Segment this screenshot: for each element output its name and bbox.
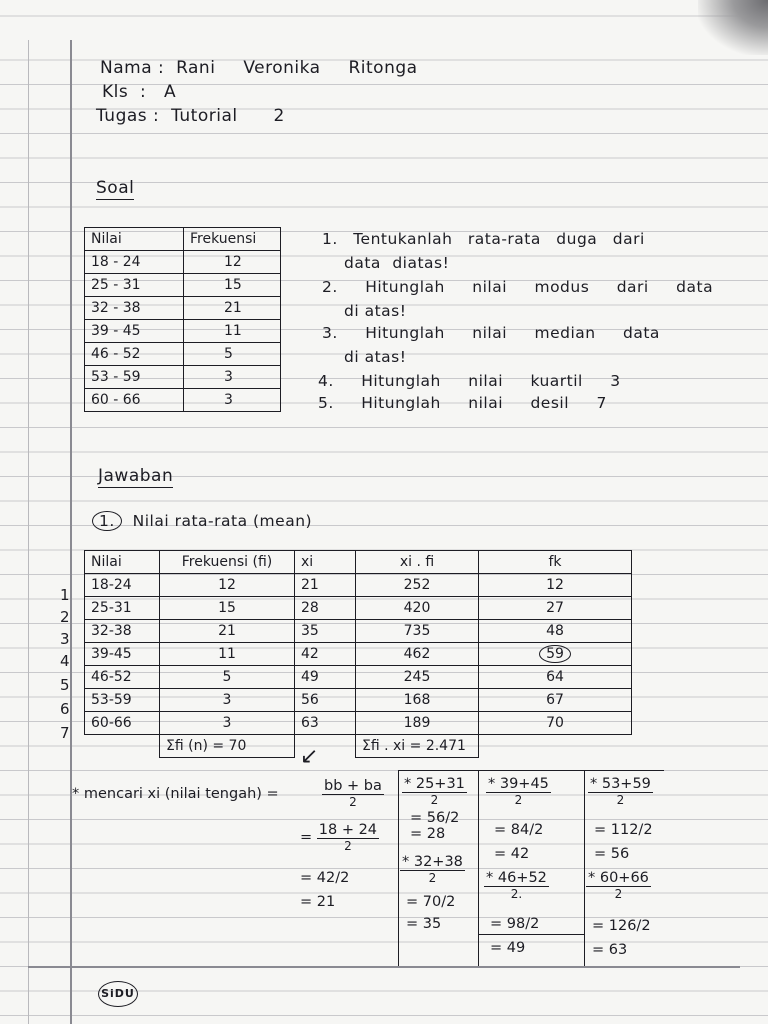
row-number: 4 bbox=[60, 652, 70, 670]
calc-line: = 70/2 bbox=[406, 894, 456, 910]
col-frekuensi-header: Frekuensi (fi) bbox=[160, 551, 295, 574]
cell-fk: 48 bbox=[479, 620, 632, 643]
q1-number: 1. bbox=[92, 511, 122, 531]
cell-xi: 28 bbox=[295, 597, 356, 620]
notebook-logo: SiDU bbox=[98, 981, 138, 1007]
soal-table-header bbox=[85, 228, 281, 251]
calc-denominator: 2. bbox=[510, 887, 523, 901]
calc-line: = 49 bbox=[490, 940, 526, 956]
calc-denominator: 2 bbox=[616, 793, 625, 807]
calc-numerator: * 53+59 bbox=[590, 776, 651, 792]
cell-xifi: 420 bbox=[356, 597, 479, 620]
cell-xi: 49 bbox=[295, 666, 356, 689]
task-value: Tutorial 2 bbox=[171, 106, 285, 126]
row-number: 2 bbox=[60, 608, 70, 626]
cell-xi: 21 bbox=[295, 574, 356, 597]
sum-row bbox=[85, 735, 632, 758]
cell-nilai: 46 - 52 bbox=[85, 343, 184, 366]
cell-nilai: 32 - 38 bbox=[85, 297, 184, 320]
sum-fixi: Σfi . xi = 2.471 bbox=[356, 735, 479, 758]
cell-xifi: 189 bbox=[356, 712, 479, 735]
cell-fi: 3 bbox=[160, 712, 295, 735]
calc-25-31 bbox=[402, 776, 467, 807]
xi-formula bbox=[322, 778, 384, 809]
bottom-rule bbox=[28, 966, 740, 968]
step-denominator: 2 bbox=[344, 839, 352, 853]
step-numerator: 18 + 24 bbox=[318, 822, 378, 838]
table-row bbox=[85, 712, 632, 735]
table-row bbox=[85, 597, 632, 620]
cell-fi: 3 bbox=[160, 689, 295, 712]
mean-table-header bbox=[85, 551, 632, 574]
cell-xi: 63 bbox=[295, 712, 356, 735]
cell-frekuensi: 12 bbox=[184, 251, 281, 274]
calc-numerator: * 32+38 bbox=[402, 854, 463, 870]
cell-fi: 12 bbox=[160, 574, 295, 597]
table-row bbox=[85, 689, 632, 712]
table-row bbox=[85, 389, 281, 412]
calc-line: = 42 bbox=[494, 846, 530, 862]
cell-nilai: 25 - 31 bbox=[85, 274, 184, 297]
col-nilai-header: Nilai bbox=[85, 551, 160, 574]
calc-53-59 bbox=[588, 776, 653, 807]
cell-fk: 27 bbox=[479, 597, 632, 620]
calc-divider-2 bbox=[478, 770, 479, 966]
cell-xifi: 735 bbox=[356, 620, 479, 643]
question-1: 1. Tentukanlah rata-rata duga dari bbox=[322, 230, 645, 248]
empty-cell bbox=[479, 735, 632, 758]
calc-numerator: * 25+31 bbox=[404, 776, 465, 792]
row-number: 7 bbox=[60, 724, 70, 742]
cell-frekuensi: 11 bbox=[184, 320, 281, 343]
cell-nilai: 53 - 59 bbox=[85, 366, 184, 389]
row-number: 1 bbox=[60, 586, 70, 604]
calc-line: = 98/2 bbox=[490, 916, 540, 932]
calc-top-rule bbox=[398, 770, 664, 771]
task-label: Tugas bbox=[96, 106, 148, 126]
col-fk-header: fk bbox=[479, 551, 632, 574]
cell-xi: 42 bbox=[295, 643, 356, 666]
cell-nilai: 32-38 bbox=[85, 620, 160, 643]
arrow-mark: ↙ bbox=[300, 744, 319, 769]
calc-denominator: 2 bbox=[428, 871, 437, 885]
name-value: Rani Veronika Ritonga bbox=[176, 58, 418, 78]
class-value: A bbox=[163, 82, 177, 102]
q1-title-line bbox=[92, 512, 312, 530]
median-class-circle: 59 bbox=[539, 645, 571, 663]
cell-frekuensi: 5 bbox=[184, 343, 281, 366]
calc-line: = 63 bbox=[592, 942, 628, 958]
cell-fk: 12 bbox=[479, 574, 632, 597]
soal-heading: Soal bbox=[96, 178, 135, 198]
calc-rule bbox=[478, 934, 584, 935]
cell-xifi: 245 bbox=[356, 666, 479, 689]
page-shadow bbox=[698, 0, 768, 55]
calc-denominator: 2 bbox=[430, 793, 439, 807]
calc-denominator: 2 bbox=[514, 793, 523, 807]
col-xifi-header: xi . fi bbox=[356, 551, 479, 574]
question-5: 5. Hitunglah nilai desil 7 bbox=[318, 394, 607, 412]
xi-label: * mencari xi (nilai tengah) = bbox=[72, 786, 279, 802]
cell-xifi: 252 bbox=[356, 574, 479, 597]
calc-line: = 56 bbox=[594, 846, 630, 862]
cell-xi: 56 bbox=[295, 689, 356, 712]
margin-line-outer bbox=[28, 40, 29, 1024]
row-number: 6 bbox=[60, 700, 70, 718]
calc-line: = 112/2 bbox=[594, 822, 653, 838]
cell-nilai: 46-52 bbox=[85, 666, 160, 689]
class-line: Kls : A bbox=[102, 82, 177, 102]
calc-numerator: * 60+66 bbox=[588, 870, 649, 886]
cell-fk: 70 bbox=[479, 712, 632, 735]
calc-46-52 bbox=[484, 870, 549, 901]
calc-line: = 126/2 bbox=[592, 918, 651, 934]
question-3-cont: di atas! bbox=[344, 348, 407, 366]
question-1-cont: data diatas! bbox=[344, 254, 450, 272]
cell-fk: 67 bbox=[479, 689, 632, 712]
cell-xi: 35 bbox=[295, 620, 356, 643]
col-frekuensi-header: Frekuensi bbox=[184, 228, 281, 251]
xi-step-1: = 18 + 24 2 bbox=[300, 822, 378, 853]
question-3: 3. Hitunglah nilai median data bbox=[322, 324, 660, 342]
table-row bbox=[85, 297, 281, 320]
cell-frekuensi: 3 bbox=[184, 366, 281, 389]
cell-nilai: 60-66 bbox=[85, 712, 160, 735]
calc-line: = 28 bbox=[410, 826, 446, 842]
formula-numerator: bb + ba bbox=[324, 778, 382, 794]
name-label: Nama bbox=[100, 58, 153, 78]
cell-nilai: 25-31 bbox=[85, 597, 160, 620]
xi-step-2: = 42/2 bbox=[300, 870, 350, 886]
cell-frekuensi: 3 bbox=[184, 389, 281, 412]
question-4: 4. Hitunglah nilai kuartil 3 bbox=[318, 372, 621, 390]
col-xi-header: xi bbox=[295, 551, 356, 574]
table-row bbox=[85, 251, 281, 274]
table-row bbox=[85, 320, 281, 343]
calc-numerator: * 39+45 bbox=[488, 776, 549, 792]
calc-denominator: 2 bbox=[614, 887, 623, 901]
formula-denominator: 2 bbox=[349, 795, 357, 809]
cell-nilai: 60 - 66 bbox=[85, 389, 184, 412]
calc-60-66 bbox=[586, 870, 651, 901]
table-row bbox=[85, 274, 281, 297]
task-line: Tugas : Tutorial 2 bbox=[96, 106, 285, 126]
name-line: Nama : Rani Veronika Ritonga bbox=[100, 58, 418, 78]
cell-frekuensi: 21 bbox=[184, 297, 281, 320]
cell-nilai: 18-24 bbox=[85, 574, 160, 597]
calc-numerator: * 46+52 bbox=[486, 870, 547, 886]
row-number: 3 bbox=[60, 630, 70, 648]
table-row bbox=[85, 574, 632, 597]
table-row bbox=[85, 666, 632, 689]
row-number: 5 bbox=[60, 676, 70, 694]
cell-fk-median-class bbox=[479, 643, 632, 666]
table-row bbox=[85, 343, 281, 366]
cell-fk: 64 bbox=[479, 666, 632, 689]
margin-line bbox=[70, 40, 72, 1024]
mean-table bbox=[84, 550, 632, 758]
calc-line: = 35 bbox=[406, 916, 442, 932]
cell-nilai: 18 - 24 bbox=[85, 251, 184, 274]
question-2-cont: di atas! bbox=[344, 302, 407, 320]
empty-cell bbox=[85, 735, 160, 758]
cell-fi: 5 bbox=[160, 666, 295, 689]
calc-line: = 84/2 bbox=[494, 822, 544, 838]
cell-nilai: 39 - 45 bbox=[85, 320, 184, 343]
class-label: Kls bbox=[102, 82, 129, 102]
xi-step-3: = 21 bbox=[300, 894, 336, 910]
table-row bbox=[85, 620, 632, 643]
soal-table bbox=[84, 227, 281, 412]
cell-xifi: 168 bbox=[356, 689, 479, 712]
cell-nilai: 53-59 bbox=[85, 689, 160, 712]
sum-fi: Σfi (n) = 70 bbox=[160, 735, 295, 758]
jawaban-heading: Jawaban bbox=[98, 466, 174, 486]
cell-fi: 15 bbox=[160, 597, 295, 620]
calc-divider-3 bbox=[584, 770, 585, 966]
q1-title: Nilai rata-rata (mean) bbox=[132, 512, 313, 530]
cell-xifi: 462 bbox=[356, 643, 479, 666]
table-row bbox=[85, 643, 632, 666]
cell-fi: 11 bbox=[160, 643, 295, 666]
cell-fi: 21 bbox=[160, 620, 295, 643]
calc-32-38 bbox=[400, 854, 465, 885]
cell-nilai: 39-45 bbox=[85, 643, 160, 666]
cell-frekuensi: 15 bbox=[184, 274, 281, 297]
calc-39-45 bbox=[486, 776, 551, 807]
calc-line: = 56/2 bbox=[410, 810, 460, 826]
question-2: 2. Hitunglah nilai modus dari data bbox=[322, 278, 714, 296]
table-row bbox=[85, 366, 281, 389]
col-nilai-header: Nilai bbox=[85, 228, 184, 251]
